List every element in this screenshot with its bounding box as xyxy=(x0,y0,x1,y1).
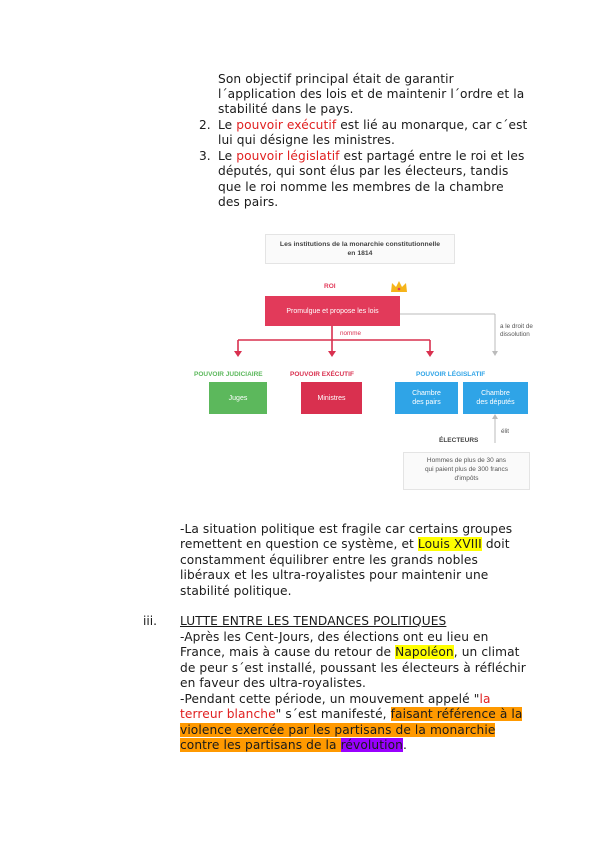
text: doit xyxy=(481,537,510,551)
section-number: iii. xyxy=(143,614,158,628)
roi-box: Promulgue et propose les lois xyxy=(265,296,400,326)
elit-label: élit xyxy=(501,428,510,435)
text: est partagé entre le roi et les xyxy=(339,149,525,163)
dissolution-line: a le droit de xyxy=(500,323,533,330)
paragraph-line: stabilité dans le pays. xyxy=(218,102,354,116)
judiciaire-label: POUVOIR JUDICIAIRE xyxy=(194,371,263,378)
paragraph-line: de peur s´est installé, poussant les électeurs à réfléchir xyxy=(180,661,526,675)
paragraph-line: en faveur des ultra-royalistes. xyxy=(180,676,367,690)
list-item-line xyxy=(218,118,527,133)
institutions-diagram xyxy=(180,230,540,505)
diagram-title-line: en 1814 xyxy=(347,250,373,257)
text: -Pendant cette période, un mouvement appelé " xyxy=(180,692,480,706)
paragraph-line xyxy=(180,723,495,738)
text: est lié au monarque, car c´est xyxy=(336,118,528,132)
paragraph-line: l´application des lois et de maintenir l´ordre et la xyxy=(218,87,525,101)
text: . xyxy=(402,738,407,752)
chambre-pairs-box xyxy=(395,382,458,414)
juges-box: Juges xyxy=(209,382,267,414)
paragraph-line: libéraux et les ultra-royalistes pour maintenir une xyxy=(180,568,489,582)
list-number: 2. xyxy=(199,118,211,132)
diagram-title-line: Les institutions de la monarchie constitutionnelle xyxy=(279,241,441,248)
highlight-term: pouvoir exécutif xyxy=(236,118,337,132)
text: Le xyxy=(218,149,237,163)
box-line: Chambre xyxy=(412,390,441,397)
highlight-name: Louis XVIII xyxy=(417,537,482,551)
text: remettent en question ce système, et xyxy=(180,537,418,551)
executif-label: POUVOIR EXÉCUTIF xyxy=(290,371,354,378)
paragraph-line: constamment équilibrer entre les grands nobles xyxy=(180,553,478,567)
paragraph-line xyxy=(180,645,520,660)
highlight-name: Napoléon xyxy=(395,645,454,659)
paragraph-line: -Après les Cent-Jours, des élections ont eu lieu en xyxy=(180,630,489,644)
paragraph-line xyxy=(180,692,491,707)
text: " s´est manifesté, xyxy=(275,707,391,721)
electeurs-desc-box xyxy=(403,452,530,490)
section-title: LUTTE ENTRE LES TENDANCES POLITIQUES xyxy=(180,614,447,628)
highlight-phrase: faisant référence à la xyxy=(390,707,523,721)
electeurs-desc-line: d'impôts xyxy=(454,475,479,482)
paragraph-line xyxy=(180,738,407,753)
nomme-label: nomme xyxy=(340,330,361,337)
paragraph-line: Son objectif principal était de garantir xyxy=(218,72,454,86)
ministres-box: Ministres xyxy=(301,382,362,414)
electeurs-label: ÉLECTEURS xyxy=(439,437,479,444)
text: , un climat xyxy=(453,645,520,659)
paragraph-line xyxy=(180,537,510,552)
list-number: 3. xyxy=(199,149,211,163)
box-line: Chambre xyxy=(481,390,510,397)
electeurs-desc-line: qui paient plus de 300 francs xyxy=(424,466,509,473)
chambre-deputes-box xyxy=(463,382,528,414)
roi-label: ROI xyxy=(324,283,336,290)
list-item-line: que le roi nomme les membres de la chambre xyxy=(218,180,504,194)
list-item-line: députés, qui sont élus par les électeurs, tandis xyxy=(218,164,509,178)
electeurs-desc-line: Hommes de plus de 30 ans xyxy=(426,457,507,464)
highlight-term: la xyxy=(479,692,491,706)
highlight-term: pouvoir législatif xyxy=(236,149,340,163)
dissolution-line: dissolution xyxy=(500,331,530,338)
paragraph-line: stabilité politique. xyxy=(180,584,292,598)
highlight-word: révolution xyxy=(340,738,403,752)
text: France, mais à cause du retour de xyxy=(180,645,396,659)
box-line: des députés xyxy=(476,399,515,406)
list-item-line xyxy=(218,149,524,164)
text: Le xyxy=(218,118,237,132)
legislatif-label: POUVOIR LÉGISLATIF xyxy=(416,371,486,378)
highlight-term: terreur blanche xyxy=(180,707,276,721)
list-item-line: lui qui désigne les ministres. xyxy=(218,133,395,147)
list-item-line: des pairs. xyxy=(218,195,279,209)
box-line: des pairs xyxy=(412,399,441,406)
highlight-phrase: contre les partisans de la xyxy=(180,738,341,752)
dissolution-label xyxy=(500,323,533,339)
paragraph-line: -La situation politique est fragile car certains groupes xyxy=(180,522,513,536)
paragraph-line xyxy=(180,707,522,722)
highlight-phrase: violence exercée par les partisans de la monarchie xyxy=(180,723,496,737)
